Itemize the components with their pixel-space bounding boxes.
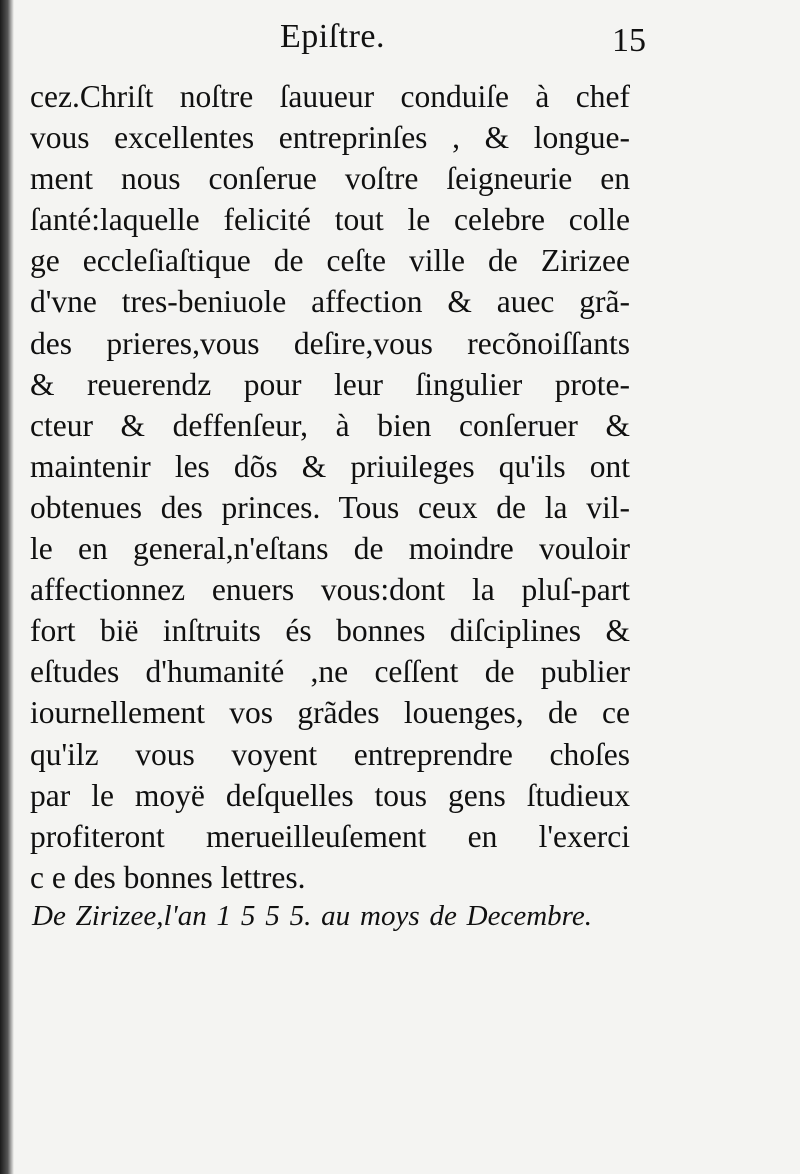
text-line: obtenues des princes. Tous ceux de la vil- [30,489,630,525]
text-line: ge eccleſiaſtique de ceſte ville de Zirizee [30,243,630,279]
text-line: & reuerendz pour leur ſingulier prote- [30,366,630,402]
running-title: Epiſtre. [280,18,386,55]
text-line: qu'ilz vous voyent entreprendre choſes [30,736,630,772]
dateline: De Zirizee,l'an 1 5 5 5. au moys de Decembre. [32,900,592,932]
text-line: profiteront merueilleuſement en l'exerci [30,818,630,854]
text-line: eſtudes d'humanité ,ne ceſſent de publier [30,654,630,690]
body-text [30,76,630,898]
text-line: affectionnez enuers vous:dont la pluſ-part [30,572,630,608]
text-line: maintenir les dõs & priuileges qu'ils ont [30,448,630,484]
text-line: c e des bonnes lettres. [30,859,306,895]
text-line: vous excellentes entreprinſes , & longue- [30,120,630,156]
text-line: des prieres,vous deſire,vous recõnoiſſants [30,325,630,361]
text-line: par le moyë deſquelles tous gens ſtudieux [30,777,630,813]
text-line: ment nous conſerue voſtre ſeigneurie en [30,161,630,197]
text-line: cteur & deffenſeur, à bien conſeruer & [30,407,630,443]
page-number: 15 [612,22,646,59]
text-line: le en general,n'eſtans de moindre vouloir [30,531,630,567]
text-line: cez.Chriſt noſtre ſauueur conduiſe à chef [30,79,630,114]
text-line: d'vne tres-beniuole affection & auec grã- [30,284,630,320]
text-line: iournellement vos grãdes louenges, de ce [30,695,630,731]
text-line: fort bië inſtruits és bonnes diſciplines & [30,613,630,649]
scan-edge [0,0,14,1174]
text-line: ſanté:laquelle felicité tout le celebre colle [30,202,630,238]
